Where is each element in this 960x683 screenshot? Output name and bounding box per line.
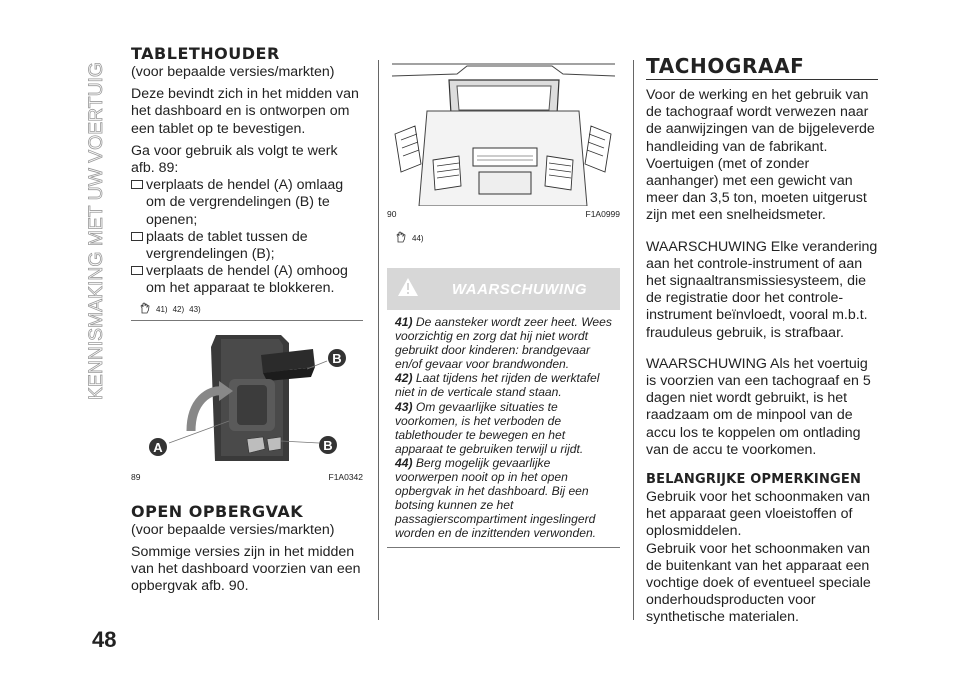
column-divider-1 [378, 60, 379, 620]
chapter-side-title [83, 60, 107, 400]
warning-bottom-rule [387, 547, 620, 548]
list-item [131, 263, 363, 297]
paragraph: Deze bevindt zich in het midden van het dashboard en is ontworpen om een tablet op te bevestigen. [131, 86, 359, 137]
figure-code: F1A0999 [585, 209, 620, 219]
checkbox-bullet-icon [131, 232, 143, 241]
ref-link[interactable]: 44) [412, 234, 424, 243]
warning-number: 43) [395, 399, 413, 414]
warning-header [387, 268, 620, 310]
paragraph: Gebruik voor het schoonmaken van het apparaat geen vloeistoffen of oplosmiddelen. [646, 489, 870, 540]
figure-label-b: B [332, 350, 342, 366]
figure-label-a: A [153, 439, 163, 455]
paragraph: Gebruik voor het schoonmaken van de buitenkant van het apparaat een vochtige doek of eventueel speciale onderhoudsproducten voor synthetische materialen. [646, 540, 871, 626]
column-tachograph [646, 54, 878, 627]
section-heading-tachograph: TACHOGRAAF [646, 54, 805, 78]
warning-item [395, 400, 612, 456]
list-item-text: plaats de tablet tussen de vergrendelingen (B); [146, 228, 308, 263]
ref-link[interactable]: 41) [156, 304, 168, 314]
warning-triangle-icon [397, 277, 419, 302]
warning-number: 41) [395, 315, 413, 329]
warning-hand-icon [395, 231, 407, 246]
warning-number: 44) [395, 455, 413, 470]
figure-caption [387, 209, 620, 219]
ref-link[interactable]: 42) [172, 304, 185, 314]
figure-label-b: B [323, 437, 333, 453]
chapter-side-title-text: KENNISMAKING MET UW VOERTUIG [85, 60, 107, 400]
warning-text: Berg mogelijk gevaarlijke voorwerpen nooit op in het open opbergvak in het dashboard. Bij een botsing kunnen ze het passagierscompartiment ingeslingerd worden en de inzittenden verwonden. [395, 455, 597, 541]
paragraph: Ga voor gebruik als volgt te werk afb. 89: [131, 142, 338, 177]
list-item-text: verplaats de hendel (A) omlaag om de vergrendelingen (B) te openen; [146, 177, 344, 228]
list-item [131, 177, 363, 229]
warning-item [395, 456, 612, 541]
warning-references [139, 302, 363, 317]
column-storage-figure-warnings [387, 56, 620, 548]
warning-number: 42) [395, 371, 413, 386]
column-divider-2 [633, 60, 634, 620]
figure-90-storage-compartment [387, 56, 620, 206]
warning-hand-icon [139, 302, 151, 317]
section-heading-open-storage: OPEN OPBERGVAK [131, 501, 304, 521]
section-subtitle: (voor bepaalde versies/markten) [131, 521, 335, 538]
paragraph: WAARSCHUWING Als het voertuig is voorzien van een tachograaf en 5 dagen niet wordt gebruikt, is het raadzaam om de minpool van de accu los te koppelen om ontlading van de accu te voorkomen. [646, 355, 871, 458]
figure-89-tablet-holder [131, 321, 363, 469]
paragraph: Voertuigen (met of zonder aanhanger) met een gewicht van meer dan 3,5 ton, moeten uitgerust zijn met een snelheidsmeter. [646, 155, 867, 224]
warning-list [387, 315, 620, 541]
figure-code: F1A0342 [328, 471, 363, 482]
warning-text: Om gevaarlijke situaties te voorkomen, is het verboden de tablethouder te bewegen en het apparaat te gebruiken terwijl u rijdt. [395, 399, 584, 456]
page-number: 48 [92, 627, 117, 652]
warning-references [395, 231, 620, 246]
ref-link[interactable]: 43) [189, 304, 201, 314]
warning-text: Laat tijdens het rijden de werktafel niet in de verticale stand staan. [395, 371, 600, 400]
paragraph: WAARSCHUWING Elke verandering aan het controle-instrument of aan het signaaltransmissiesysteem, die de registratie door het controle-instrument beïnvloedt, vooral m.b.t. frauduleus gebruik, is strafbaar. [646, 238, 878, 341]
figure-caption [131, 472, 363, 482]
warning-item [395, 315, 612, 371]
warning-text: De aansteker wordt zeer heet. Wees voorzichtig en zorg dat hij niet wordt gebruikt door kinderen: brandgevaar en/of gevaar voor brandwonden. [395, 315, 612, 372]
checkbox-bullet-icon [131, 266, 143, 275]
paragraph: Voor de werking en het gebruik van de tachograaf wordt verwezen naar de aanwijzingen van de bijgeleverde handleiding van de fabrikant. [646, 87, 875, 155]
checkbox-bullet-icon [131, 180, 143, 189]
list-item-text: verplaats de hendel (A) omhoog om het apparaat te blokkeren. [146, 263, 348, 297]
paragraph: Sommige versies zijn in het midden van het dashboard voorzien van een opbergvak afb. 90. [131, 543, 361, 595]
subheading-important-notes: BELANGRIJKE OPMERKINGEN [646, 472, 862, 488]
column-tablet-holder [131, 44, 363, 595]
warning-item [395, 371, 612, 399]
figure-number: 89 [131, 471, 141, 482]
section-subtitle: (voor bepaalde versies/markten) [131, 64, 335, 80]
figure-number: 90 [387, 209, 397, 219]
list-item [131, 229, 363, 263]
warning-title: WAARSCHUWING [451, 280, 588, 298]
section-heading-tablet-holder: TABLETHOUDER [131, 44, 280, 63]
